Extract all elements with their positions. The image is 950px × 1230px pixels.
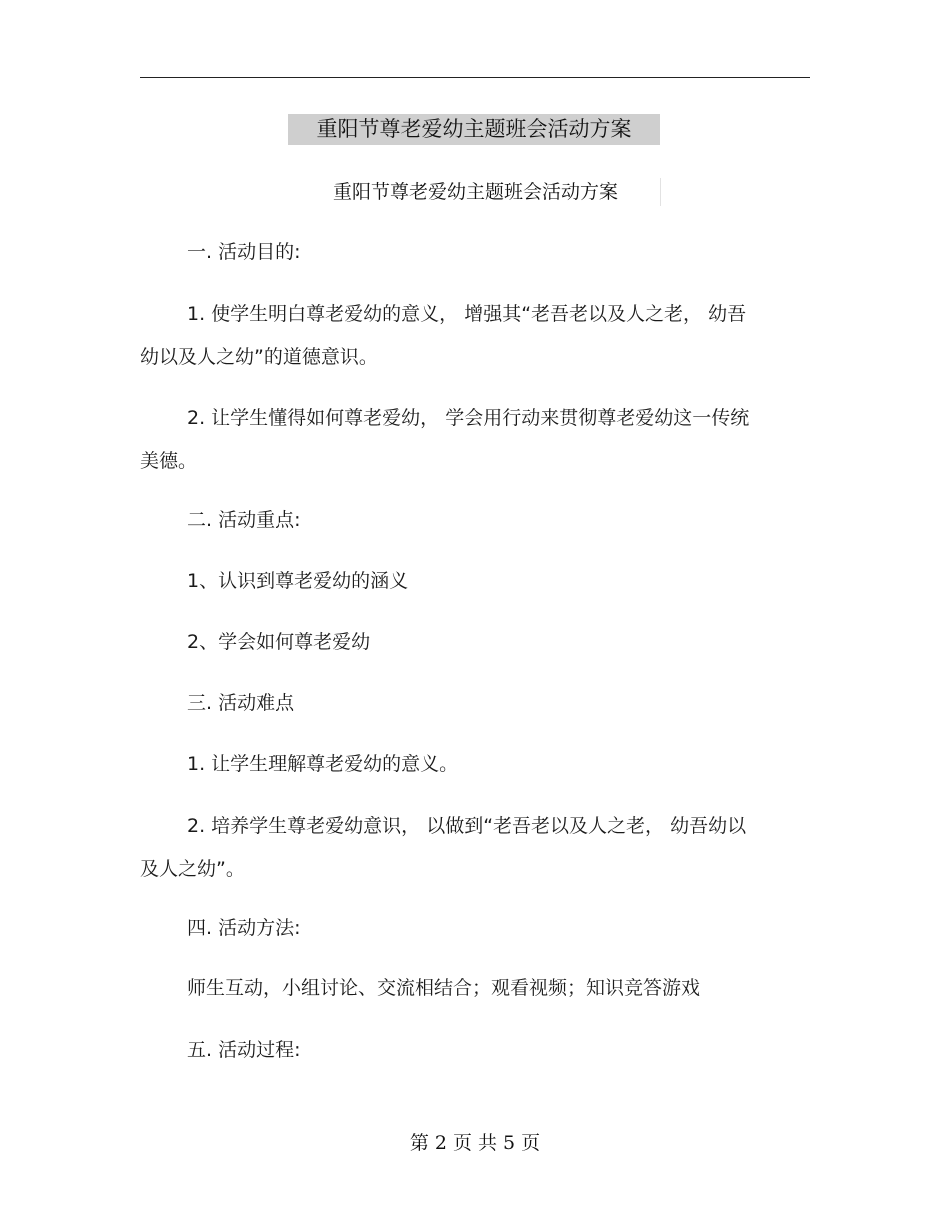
section-heading-purpose: 一. 活动目的: — [187, 241, 301, 263]
header-rule — [140, 77, 810, 78]
paragraph-line: 美德。 — [140, 450, 198, 472]
section-heading-method: 四. 活动方法: — [187, 917, 301, 939]
section-heading-focus: 二. 活动重点: — [187, 509, 301, 531]
page-footer: 第 2 页 共 5 页 — [409, 1132, 541, 1154]
paragraph-line: 幼以及人之幼”的道德意识。 — [140, 346, 378, 368]
document-subtitle: 重阳节尊老爱幼主题班会活动方案 — [333, 178, 661, 206]
list-item: 1. 让学生理解尊老爱幼的意义。 — [187, 753, 459, 775]
paragraph-line: 师生互动，小组讨论、交流相结合；观看视频；知识竞答游戏 — [187, 977, 701, 999]
paragraph-line: 1. 使学生明白尊老爱幼的意义， 增强其“老吾老以及人之老， 幼吾 — [187, 303, 747, 325]
paragraph-line: 2. 让学生懂得如何尊老爱幼， 学会用行动来贯彻尊老爱幼这一传统 — [187, 407, 750, 429]
paragraph-line: 及人之幼”。 — [140, 858, 245, 880]
section-heading-process: 五. 活动过程: — [187, 1039, 301, 1061]
paragraph-line: 2. 培养学生尊老爱幼意识， 以做到“老吾老以及人之老， 幼吾幼以 — [187, 815, 747, 837]
document-title: 重阳节尊老爱幼主题班会活动方案 — [288, 114, 660, 145]
list-item: 2、学会如何尊老爱幼 — [187, 631, 371, 653]
list-item: 1、认识到尊老爱幼的涵义 — [187, 570, 409, 592]
section-heading-difficulty: 三. 活动难点 — [187, 692, 295, 714]
